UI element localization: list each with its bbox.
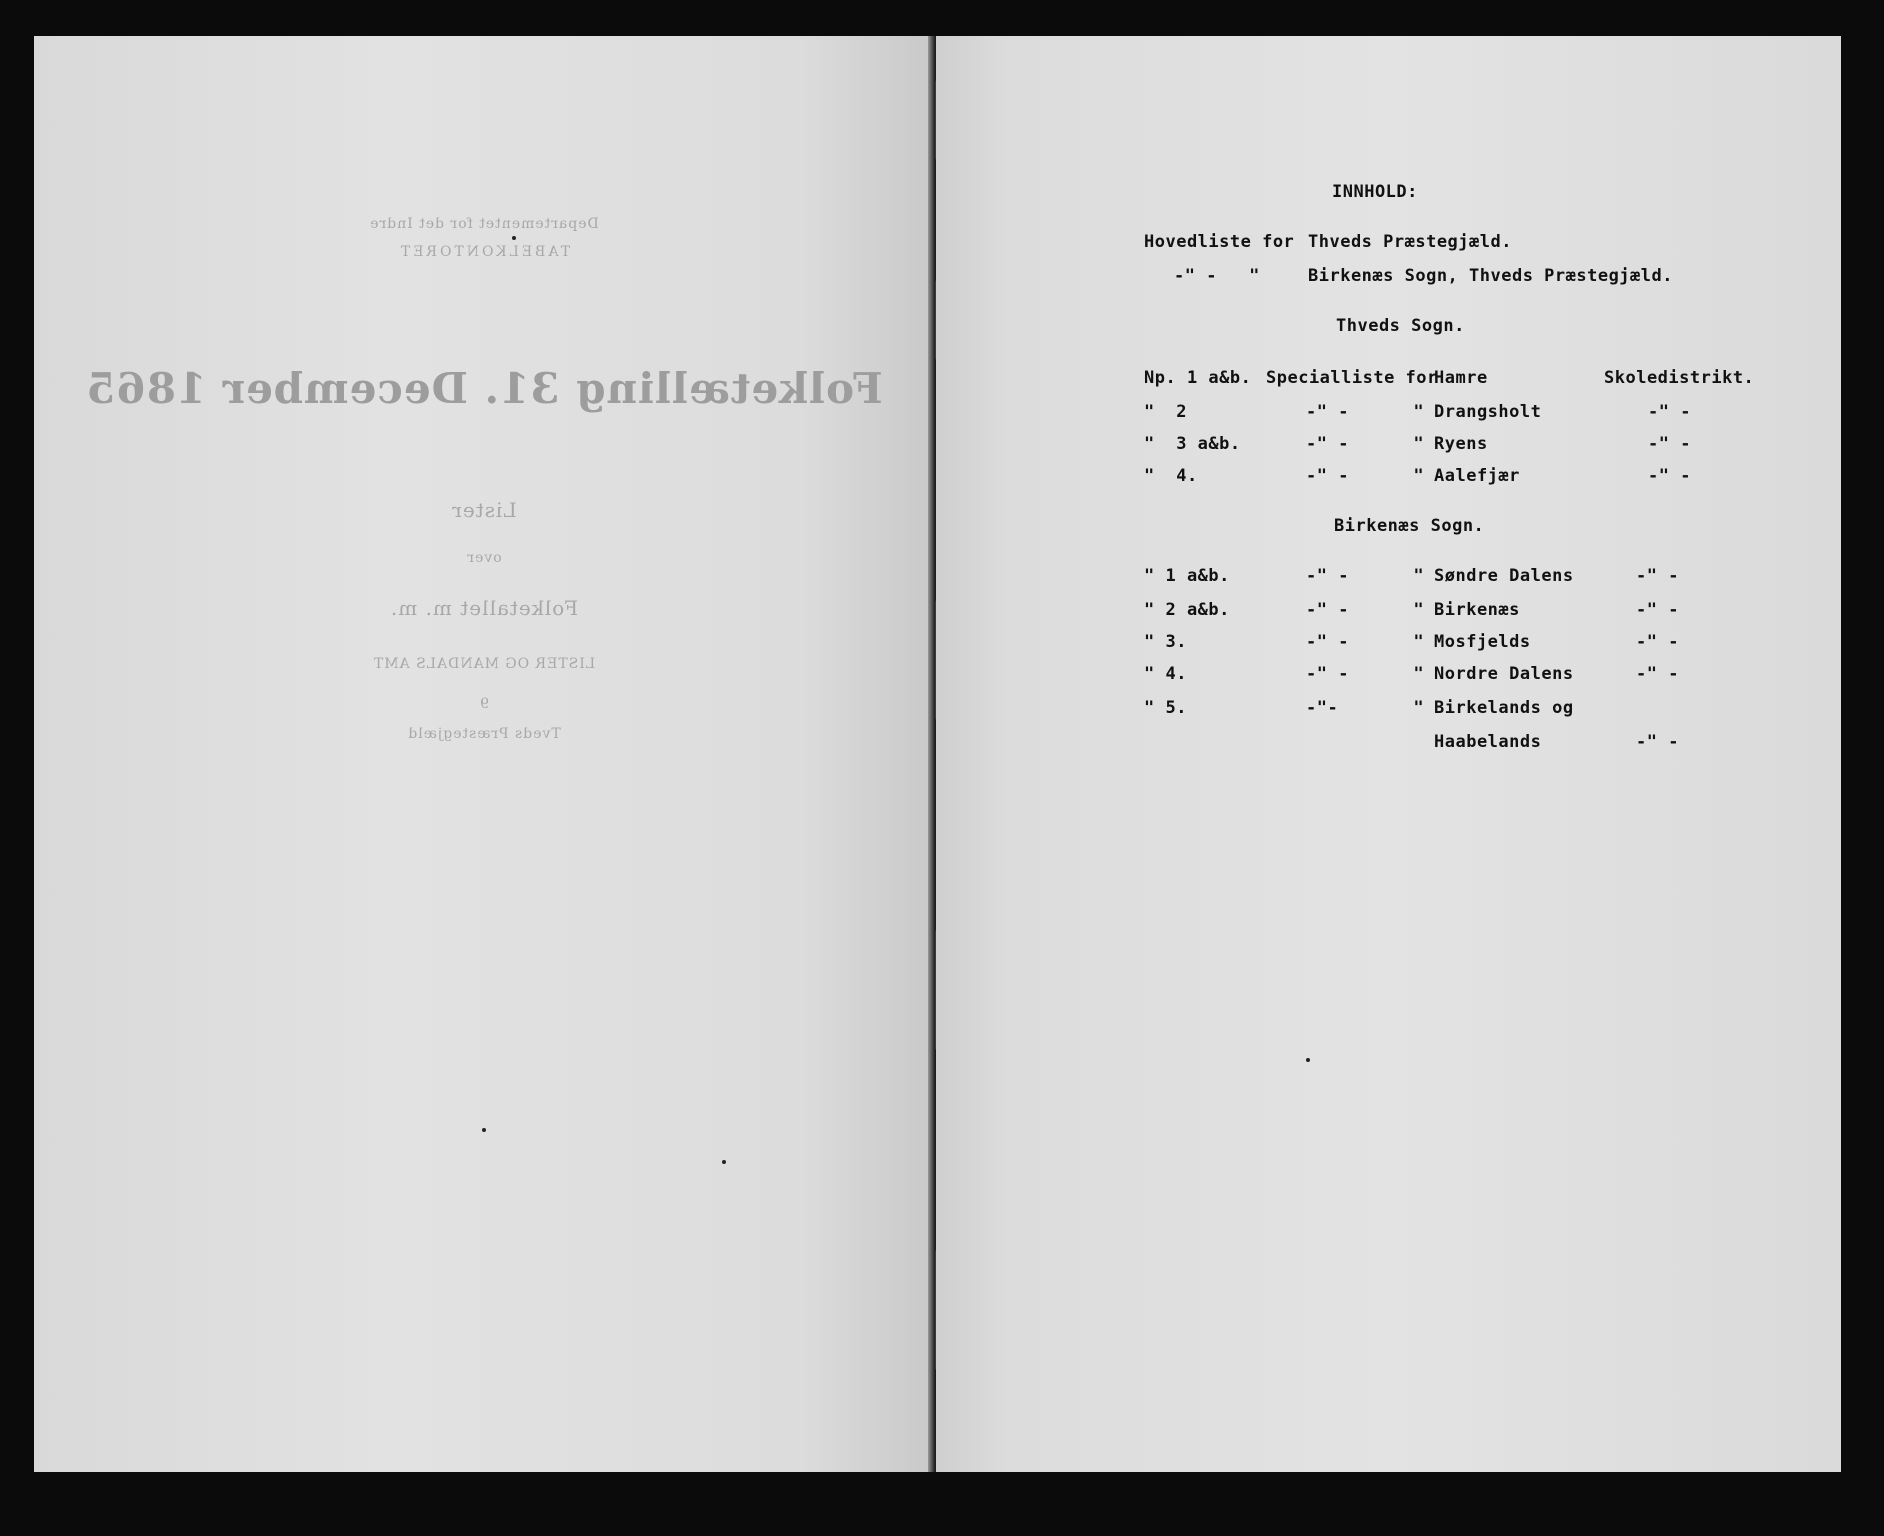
row-place: Haabelands	[1434, 732, 1542, 752]
ink-speck	[1306, 1058, 1310, 1062]
main-list-text: Birkenæs Sogn, Thveds Præstegjæld.	[1308, 266, 1673, 286]
section-heading: Thveds Sogn.	[1336, 316, 1465, 336]
row-district: -" -	[1648, 466, 1691, 486]
row-district: -" -	[1636, 566, 1679, 586]
row-number: " 2 a&b.	[1144, 600, 1230, 620]
main-list-prefix: -" - "	[1174, 266, 1260, 286]
row-number: " 3 a&b.	[1144, 434, 1241, 454]
row-place: Hamre	[1434, 368, 1488, 388]
row-place: Mosfjelds	[1434, 632, 1531, 652]
main-list-prefix: Hovedliste for	[1144, 232, 1295, 252]
row-number: " 5.	[1144, 698, 1187, 718]
row-number: " 2	[1144, 402, 1187, 422]
parish-line: Tveds Præstegjæld	[407, 726, 561, 742]
row-number: " 3.	[1144, 632, 1187, 652]
number-line: 9	[479, 696, 489, 712]
row-district: -" -	[1636, 632, 1679, 652]
row-place: Søndre Dalens	[1434, 566, 1574, 586]
left-page	[34, 36, 934, 1472]
office-line: TABELKONTORET	[397, 244, 571, 260]
row-number: Np. 1 a&b.	[1144, 368, 1252, 388]
row-place: Nordre Dalens	[1434, 664, 1574, 684]
row-number: " 4.	[1144, 466, 1198, 486]
row-place: Drangsholt	[1434, 402, 1542, 422]
row-label: -" - "	[1306, 664, 1425, 684]
row-number: " 1 a&b.	[1144, 566, 1230, 586]
right-page	[936, 36, 1841, 1472]
row-label: -" - "	[1306, 434, 1425, 454]
row-district: -" -	[1636, 732, 1679, 752]
lister-line: Lister	[451, 498, 517, 522]
section-heading: Birkenæs Sogn.	[1334, 516, 1485, 536]
row-number: " 4.	[1144, 664, 1187, 684]
row-place: Birkelands og	[1434, 698, 1574, 718]
ink-speck	[722, 1160, 726, 1164]
row-label: Specialliste for	[1266, 368, 1438, 388]
row-district: -" -	[1648, 434, 1691, 454]
row-label: -"- "	[1306, 698, 1425, 718]
main-list-text: Thveds Præstegjæld.	[1308, 232, 1512, 252]
census-title: Folketælling 31. December 1865	[85, 364, 883, 413]
row-district: -" -	[1636, 600, 1679, 620]
ink-speck	[482, 1128, 486, 1132]
department-line: Departementet for det Indre	[369, 216, 599, 232]
row-district: Skoledistrikt.	[1604, 368, 1755, 388]
contents-heading: INNHOLD:	[1332, 182, 1418, 202]
over-line: over	[466, 550, 502, 566]
row-label: -" - "	[1306, 600, 1425, 620]
folketallet-line: Folketallet m. m.	[389, 596, 579, 620]
county-line: LISTER OG MANDALS AMT	[372, 656, 596, 672]
row-place: Ryens	[1434, 434, 1488, 454]
row-district: -" -	[1648, 402, 1691, 422]
row-place: Aalefjær	[1434, 466, 1520, 486]
row-label: -" - "	[1306, 632, 1425, 652]
row-label: -" - "	[1306, 566, 1425, 586]
row-label: -" - "	[1306, 466, 1425, 486]
row-place: Birkenæs	[1434, 600, 1520, 620]
ink-speck	[512, 236, 516, 240]
row-district: -" -	[1636, 664, 1679, 684]
row-label: -" - "	[1306, 402, 1425, 422]
